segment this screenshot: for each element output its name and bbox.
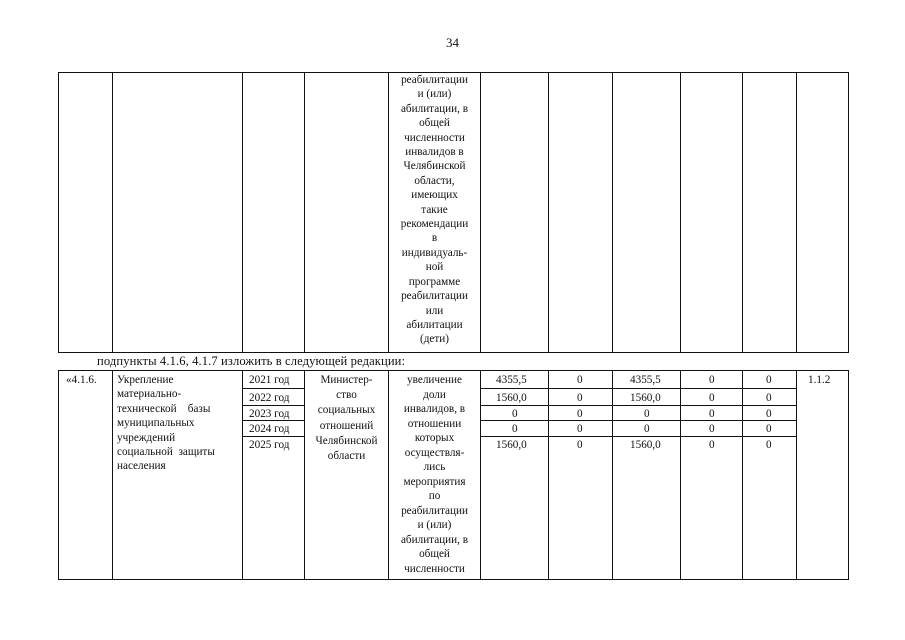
indicator-line: лись [423,461,446,473]
executor-line: ство [336,389,357,402]
bottom-table-col-line [848,370,849,580]
funding-row-separator [480,420,796,421]
funding-federal: 0 [577,439,583,451]
funding-total: 1560,0 [496,392,527,404]
funding-local: 0 [709,439,715,451]
indicator-line: отношении [407,417,462,430]
funding-regional: 0 [644,423,650,435]
indicator-line: такие [421,203,448,216]
funding-federal: 0 [577,374,583,386]
indicator-line: мероприятия [403,475,466,488]
indicator-line: или [425,304,444,317]
top-table-border-bottom [58,352,848,353]
top-indicator-text [389,73,480,347]
funding-local: 0 [709,408,715,420]
funding-other: 0 [766,392,772,404]
indicator-line: и (или) [417,88,452,101]
indicator-line: индивидуаль- [401,246,468,259]
executor-line: социальных [317,404,376,417]
bottom-table-col-line [242,370,243,580]
funding-local: 0 [709,392,715,404]
year-row-separator [242,388,304,389]
funding-row-separator [480,405,796,406]
name-line: населения [117,460,166,473]
name-line: материально- [117,388,182,401]
bottom-table-col-line [548,370,549,580]
funding-other: 0 [766,423,772,435]
indicator-line: численности [404,131,465,144]
indicator-line: инвалидов, в [403,403,466,415]
year-row-separator [242,405,304,406]
funding-local: 0 [709,423,715,435]
bottom-table-col-line [742,370,743,580]
bottom-table-border-bottom [58,579,848,580]
indicator-line: абилитации, в [400,102,469,115]
indicator-line: абилитации, в [400,533,469,546]
indicator-line: имеющих [411,189,458,202]
top-table-col-line [480,72,481,353]
indicator-line: которых [414,432,455,444]
top-table-col-line [548,72,549,353]
indicator-line: абилитации [406,318,463,331]
year-cell: 2024 год [249,423,290,435]
indicator-line: Челябинской [403,160,466,173]
funding-row-separator [480,436,796,437]
executor-line: области [327,450,366,463]
year-cell: 2021 год [249,374,290,386]
top-table-col-line [848,72,849,353]
indicator-line: программе [408,275,461,288]
name-line: социальной защиты [117,446,215,459]
funding-total: 0 [512,423,518,435]
name-line: Укрепление [117,374,174,386]
funding-total: 0 [512,408,518,420]
bottom-table-col-line [480,370,481,580]
year-cell: 2025 год [249,439,290,451]
top-table-col-line [242,72,243,353]
funding-other: 0 [766,408,772,420]
funding-other: 0 [766,439,772,451]
top-table-col-line [304,72,305,353]
executor-line: Челябинской [315,434,378,447]
bottom-indicator-text [389,373,480,576]
funding-total: 1560,0 [496,439,527,451]
executor [305,373,388,464]
funding-federal: 0 [577,423,583,435]
indicator-line: осуществля- [404,446,465,459]
indicator-line: по [428,490,441,502]
page-number: 34 [446,35,459,50]
name-line: учреждений [117,431,176,444]
indicator-line: общей [419,117,450,130]
funding-regional: 1560,0 [630,392,661,404]
name-line: технической базы [117,402,211,415]
indicator-line: доли [423,388,446,401]
indicator-line: и (или) [417,519,452,531]
indicator-line: общей [419,548,450,560]
funding-regional: 4355,5 [630,374,661,386]
indicator-line: ной [425,261,444,274]
indicator-line: (дети) [420,333,449,346]
indicator-line: области, [414,174,455,187]
top-table-col-line [112,72,113,353]
indicator-line: реабилитации [401,504,468,517]
funding-total: 4355,5 [496,374,527,386]
executor-line: Министер- [320,374,373,386]
funding-federal: 0 [577,392,583,404]
funding-regional: 1560,0 [630,439,661,451]
funding-local: 0 [709,374,715,386]
bottom-table-border-top [58,370,848,371]
indicator-line: рекомендации [400,218,469,231]
bottom-table-col-line [58,370,59,580]
top-table-col-line [742,72,743,353]
top-table-col-line [612,72,613,353]
year-cell: 2022 год [249,392,290,404]
year-cell: 2023 год [249,408,290,420]
indicator-line: реабилитации [401,290,468,303]
bottom-table-col-line [680,370,681,580]
item-name [117,373,239,474]
item-number: «4.1.6. [66,374,97,386]
funding-other: 0 [766,374,772,386]
executor-line: отношений [319,419,374,432]
funding-row-separator [480,388,796,389]
name-line: муниципальных [117,417,195,430]
bottom-table-col-line [112,370,113,580]
instruction-text: подпункты 4.1.6, 4.1.7 изложить в следующей редакции: [97,354,406,368]
bottom-table-col-line [612,370,613,580]
indicator-line: инвалидов в [405,146,464,159]
top-table-col-line [680,72,681,353]
indicator-line: численности [404,562,465,575]
link-code: 1.1.2 [808,374,831,386]
indicator-line: реабилитации [401,74,468,86]
top-table-col-line [796,72,797,353]
indicator-line: увеличение [407,374,462,386]
bottom-table-col-line [796,370,797,580]
funding-federal: 0 [577,408,583,420]
funding-regional: 0 [644,408,650,420]
year-row-separator [242,436,304,437]
top-table-col-line [58,72,59,353]
indicator-line: в [431,232,438,245]
